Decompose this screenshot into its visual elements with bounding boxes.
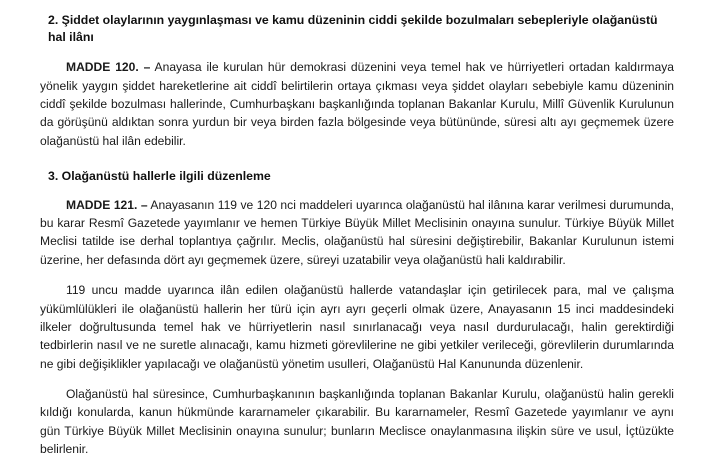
paragraph-text: Olağanüstü hal süresince, Cumhurbaşkanının başkanlığında toplanan Bakanlar Kurulu, olağanüstü halin gerekli kıldığı konularda, kanun hükmünde kararnameler çıkarabilir. Bu kararnameler, Resmî Gazetede yayımlanır ve aynı gün Türkiye Büyük Millet Meclisinin onayına sunulur; bunların Meclisce onaylanmasına ilişkin süre ve usul, İçtüzükte belirlenir. [40,387,674,457]
section-heading-3: 3. Olağanüstü hallerle ilgili düzenleme [48,169,271,184]
article-label-121: MADDE 121. – [66,197,148,212]
paragraph-text: 119 uncu madde uyarınca ilân edilen olağanüstü hallerde vatandaşlar için getirilecek para, mal ve çalışma yükümlülükleri ile olağanüstü hallerin her türü için ayrı ayrı geçerli olmak üzere, Anayasanın 15 inci maddesindeki ilkeler doğrultusunda temel hak ve hürriyetlerin nasıl sınırlanacağı veya nasıl durdurulacağı, halin gerektirdiği tedbirlerin nasıl ve ne suretle alınacağı, kamu hizmeti görevlilerine ne gibi yetkiler verileceği, görevlilerin durumlarında ne gibi değişiklikler yapılacağı ve olağanüstü yönetim usulleri, Olağanüstü Hal Kanununda düzenlenir. [40,283,674,371]
paragraph-119-uncu-madde [40,281,674,373]
paragraph-madde-121 [40,196,674,270]
paragraph-text: Anayasa ile kurulan hür demokrasi düzenini veya temel hak ve hürriyetleri ortadan kaldırmaya yönelik yaygın şiddet hareketlerine ait ciddî belirtilerin ortaya çıkması veya şiddet olayları sebebiyle kamu düzeninin ciddî şekilde bozulması hallerinde, Cumhurbaşkanı başkanlığında toplanan Bakanlar Kurulu, Millî Güvenlik Kurulunun da görüşünü aldıktan sonra yurdun bir veya birden fazla bölgesinde veya bütününde, süresi altı ayı geçmemek üzere olağanüstü hal ilân edebilir. [40,60,674,148]
paragraph-madde-120 [40,58,674,150]
paragraph-olaganustu-hal-suresince [40,385,674,459]
section-heading-2: 2. Şiddet olaylarının yaygınlaşması ve kamu düzeninin ciddi şekilde bozulmaları sebepleriyle olağanüstü hal ilânı [48,13,658,44]
article-label-120: MADDE 120. – [66,60,151,75]
paragraph-text: Anayasanın 119 ve 120 nci maddeleri uyarınca olağanüstü hal ilânına karar verilmesi durumunda, bu karar Resmî Gazetede yayımlanır ve hemen Türkiye Büyük Millet Meclisinin onayına sunulur. Türkiye Büyük Millet Meclisi tatilde ise derhal toplantıya çağrılır. Meclis, olağanüstü hal süresini değiştirebilir, Bakanlar Kurulunun istemi üzerine, her defasında dört ayı geçmemek üzere, süreyi uzatabilir veya olağanüstü hali kaldırabilir. [40,197,675,267]
